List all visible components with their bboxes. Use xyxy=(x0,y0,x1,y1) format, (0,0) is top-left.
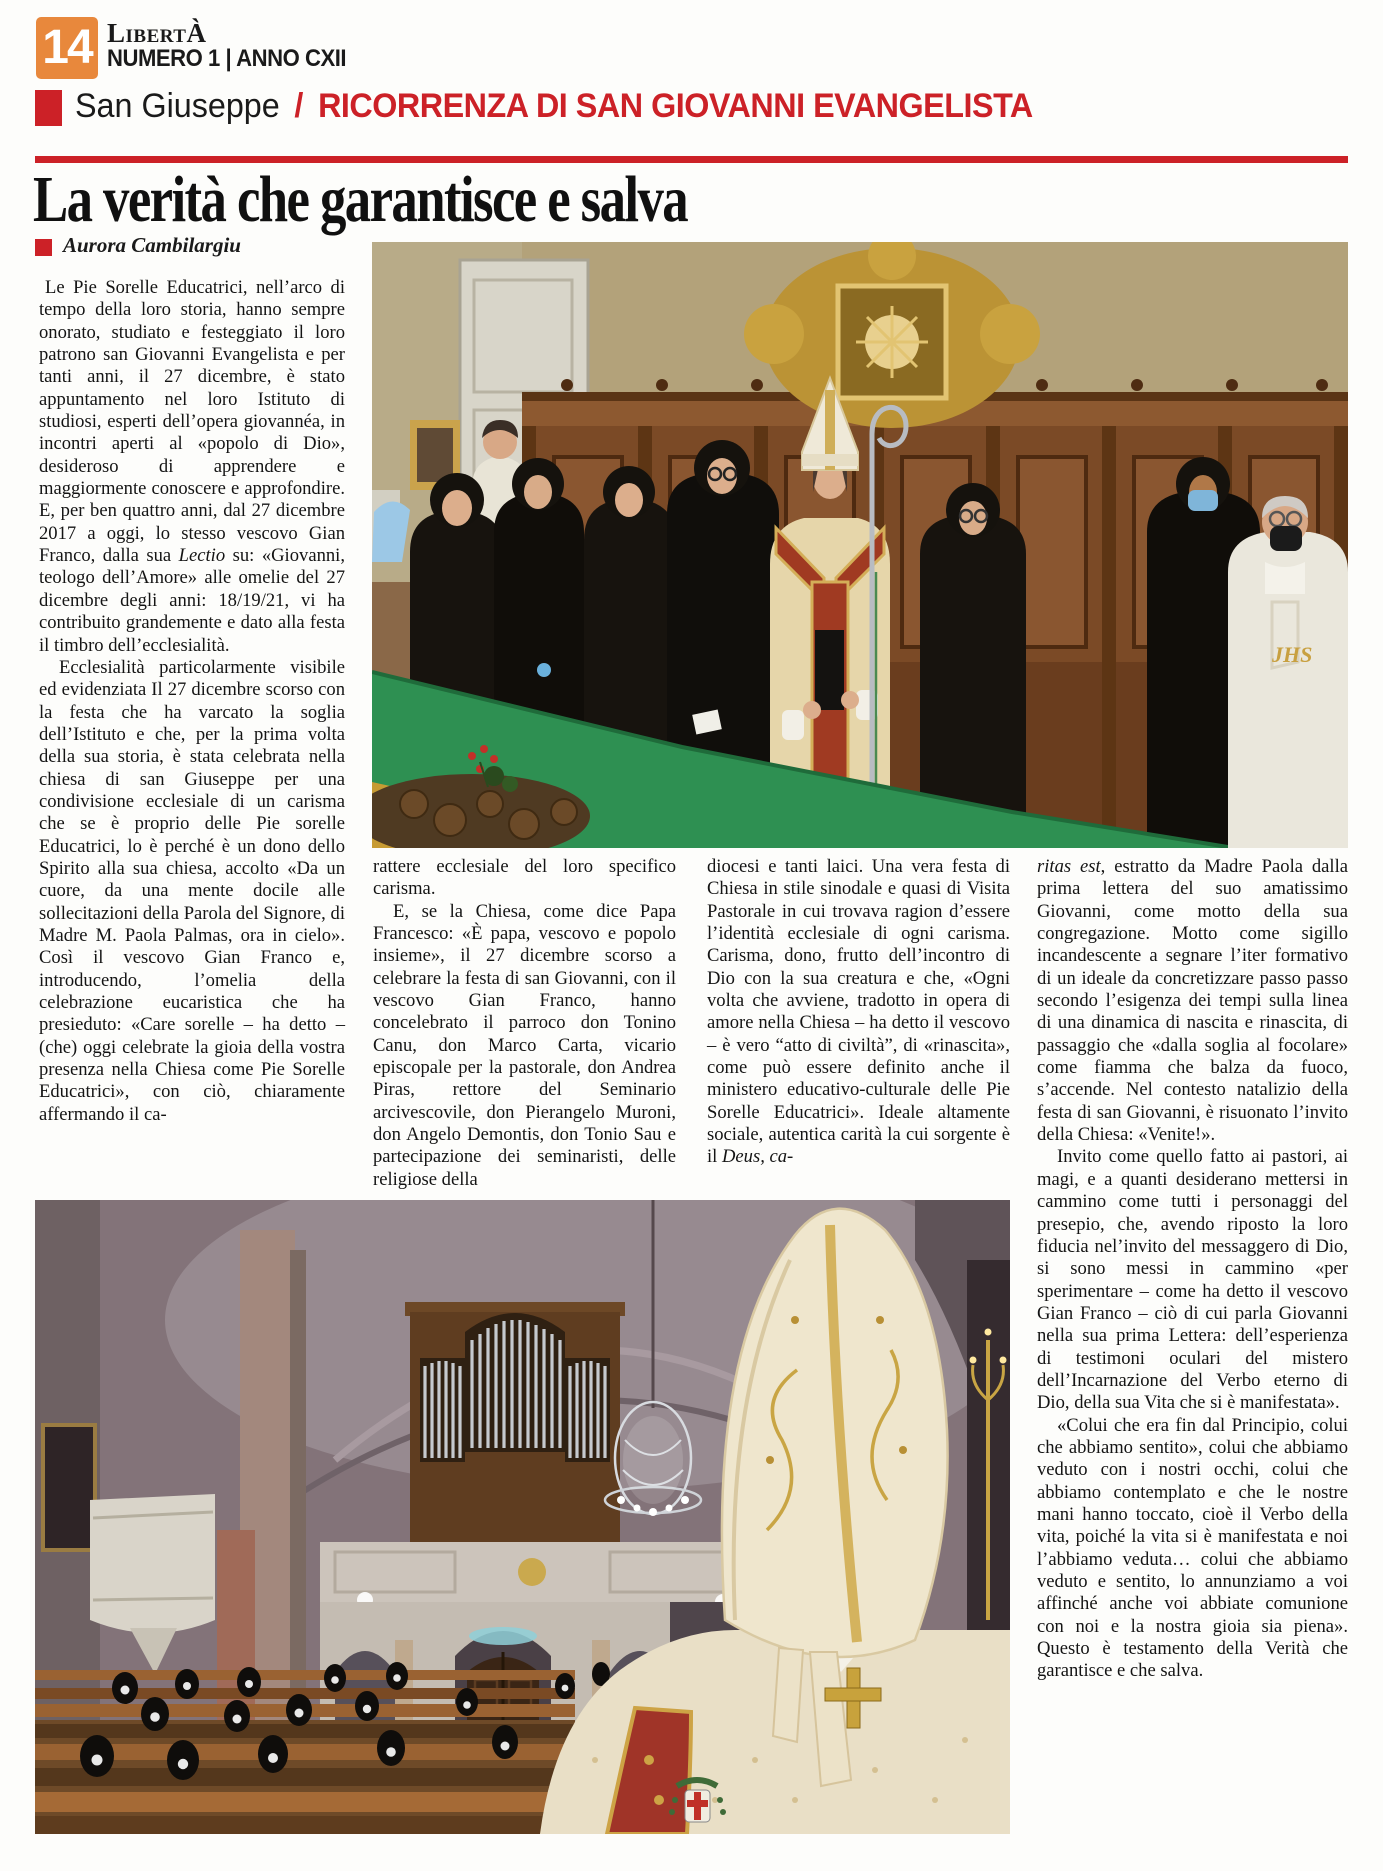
headline: La verità che garantisce e salva xyxy=(33,163,688,236)
photo-bottom-illustration xyxy=(35,1200,1010,1834)
kicker-title: RICORRENZA DI SAN GIOVANNI EVANGELISTA xyxy=(318,87,1033,125)
page-number-box xyxy=(36,17,98,79)
paragraph: diocesi e tanti laici. Una vera festa di Chiesa in stile sinodale e quasi di Visita Pastorale in cui trovava ragion d’essere l’identità ecclesiale di ogni carisma. Carisma, dono, frutto dell’incontro di Dio con la sua creatura e che, «Ogni volta che avviene, tradotto in opera di amore nella Chiesa – ha detto il vescovo – è vero “atto di civiltà”, di «rinascita», come può essere definito anche il ministero educativo-culturale delle Pie Sorelle Educatrici». Ideale altamente sociale, autentica carità la cui sorgente è il Deus, ca- xyxy=(707,856,1010,1168)
paragraph: Le Pie Sorelle Educatrici, nell’arco di tempo della loro storia, hanno sempre onorato, studiato e festeggiato il loro patrono san Giovanni Evangelista e per tanti anni, il 27 dicembre, è stato appuntamento nel loro Istituto di studiosi, esperti dell’opera giovannéa, in incontri aperti al «popolo di Dio», desideroso di apprendere e maggiormente conoscere e approfondire. E, per ben quattro anni, dal 27 dicembre 2017 a oggi, lo stesso vescovo Gian Franco, dalla sua Lectio su: «Giovanni, teologo dell’Amore» alle omelie del 27 dicembre degli anni: 18/19/21, vi ha contribuito grandemente e dato alla festa il timbro dell’ecclesialità. xyxy=(39,277,345,656)
organ xyxy=(405,1302,625,1548)
photo-group-with-bishop xyxy=(372,242,1348,848)
kicker xyxy=(75,87,1033,126)
byline-marker xyxy=(35,239,52,256)
paragraph: rattere ecclesiale del loro specifico carisma. xyxy=(373,856,676,900)
face-mask xyxy=(1270,526,1302,551)
nun-figure xyxy=(920,483,1026,848)
face-mask xyxy=(1188,490,1218,511)
byline: Aurora Cambilargiu xyxy=(63,233,241,257)
page-number: 14 xyxy=(42,21,92,74)
article-column-2 xyxy=(373,856,676,1191)
framed-painting xyxy=(43,1425,95,1550)
article-column-3 xyxy=(707,856,1010,1169)
paragraph: Ecclesialità particolarmente visibile ed evidenziata Il 27 dicembre scorso con la festa che ha varcato la soglia dell’Istituto e che, per la prima volta della sua storia, è stata celebrata nella chiesa di san Giuseppe per una condivisione ecclesiale di un carisma che se è proprio delle Pie sorelle Educatrici, lo è perché è un dono dello Spirito alla sua chiesa, accolto «Da un cuore, da una mente docile alle sollecitazioni della Parola del Signore, di Madre M. Paola Palmas, ora in cielo». Così il vescovo Gian Franco e, introducendo, l’omelia della celebrazione eucaristica che ha presieduto: «Care sorelle – ha detto – (che) oggi celebrate la gioia della vostra presenza nella Chiesa come Pie Sorelle Educatrici», con ciò, chiaramente affermando il ca- xyxy=(39,656,345,1125)
kicker-separator: / xyxy=(294,87,304,125)
kicker-section: San Giuseppe xyxy=(75,87,280,125)
article-column-1 xyxy=(39,277,345,1126)
paragraph: E, se la Chiesa, come dice Papa Francesco: «È papa, vescovo e popolo insieme», il 27 dicembre scorso a celebrare la festa di san Giovanni, con il vescovo Gian Franco, hanno concelebrato il parroco don Tonino Canu, don Marco Carta, vicario episcopale per la pastorale, don Andrea Piras, rettore del Seminario arcivescovile, don Pierangelo Muroni, don Angelo Demontis, don Tonio Sau e partecipazione dei seminaristi, delle religiose della xyxy=(373,900,676,1190)
paragraph: «Colui che era fin dal Principio, colui che abbiamo sentito», colui che abbiamo veduto con i nostri occhi, colui che abbiamo contemplato e che le nostre mani hanno toccato, cioè il Verbo della vita, poiché la vita si è manifestata e noi l’abbiamo veduta… colui che abbiamo veduto e sentito, lo annunziamo a voi affinché anche voi abbiate comunione con noi e la nostra gioia sia piena». Questo è testamento della Verità che garantisce e che salva. xyxy=(1037,1414,1348,1682)
vestment-monogram: JHS xyxy=(1272,642,1313,667)
photo-church-nave xyxy=(35,1200,1010,1834)
kicker-marker xyxy=(35,90,62,126)
photo-top-illustration xyxy=(372,242,1348,848)
elderly-priest-figure xyxy=(1228,496,1348,848)
article-column-4 xyxy=(1037,856,1348,1683)
issue-info: NUMERO 1 | ANNO CXII xyxy=(107,45,347,72)
newspaper-logo: LibertÀ xyxy=(107,18,207,48)
paragraph: Invito come quello fatto ai pastori, ai magi, e a quanti desiderano mettersi in cammino come tutti i personaggi del presepio, che, avendo riposto la loro fiducia nel’invito del messaggero di Dio, si sono messi in cammino «per sperimentare – come ha detto il vescovo Gian Franco – ciò di cui parla Giovanni nella sua prima Lettera: dell’esperienza di testimoni oculari del mistero dell’Incarnazione del Verbo eterno di Dio, della sua Vita che si è manifestata». xyxy=(1037,1146,1348,1414)
paragraph: ritas est, estratto da Madre Paola dalla prima lettera del suo amatissimo Giovanni, come motto della sua congregazione. Motto come sigillo incandescente a segnare l’iter formativo di un ideale da concretizzare passo passo secondo l’esigenza dei tempi sulla linea di una dinamica di nascita e rinascita, di passaggio che «dalla soglia al focolare» come fiamma che balza da fuoco, s’accende. Nel contesto natalizio della festa di san Giovanni, è risuonato l’invito della Chiesa: «Venite!». xyxy=(1037,856,1349,1146)
